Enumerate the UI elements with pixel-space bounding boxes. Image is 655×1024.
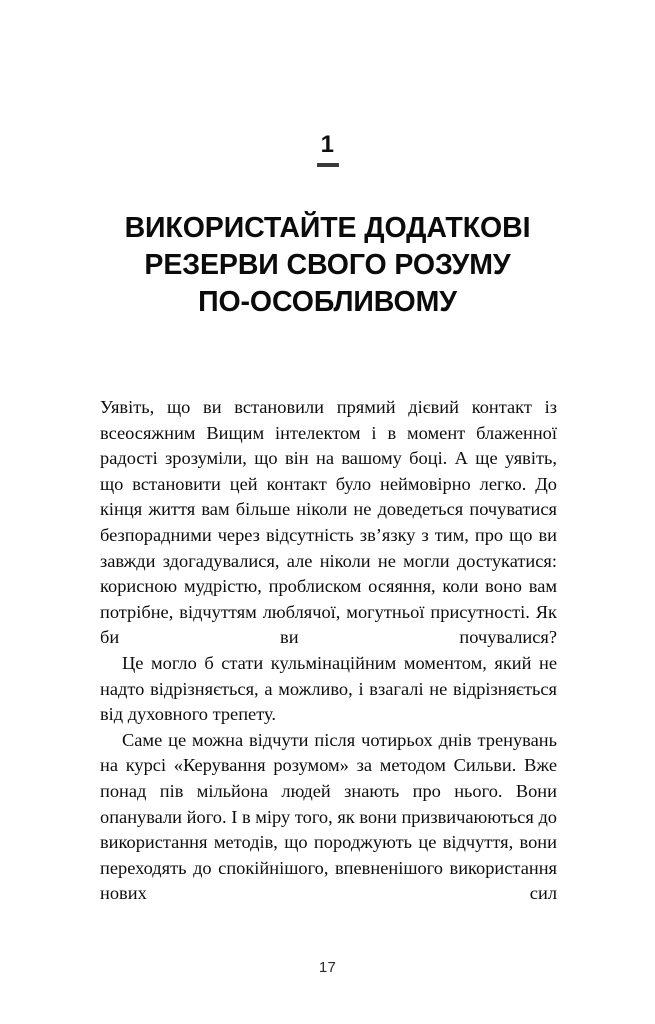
body-paragraph: Уявіть, що ви встановили прямий дієвий контакт із всеосяжним Вищим інтелектом і в момент блаженної радості зрозуміли, що він на вашому боці. А ще уявіть, що встановити цей контакт було неймовірно легко. До кінця життя вам більше ніколи не доведеться почуватися безпорадними через відсутність зв’язку з тим, про що ви завжди здогадувалися, але ніколи не могли достукатися: корисною мудрістю, проблиском осяяння, коли воно вам потрібне, відчуттям люблячої, могутньої присутності. Як би ви почувалися? bbox=[100, 397, 557, 648]
body-text-column bbox=[100, 395, 557, 907]
chapter-number: 1 bbox=[320, 131, 335, 158]
chapter-title bbox=[80, 210, 575, 321]
body-paragraph: Це могло б стати кульмінаційним моментом, який не надто відрізняється, а можливо, і взагалі не відрізняється від духовного трепету. bbox=[100, 652, 557, 725]
chapter-title-line-1: ВИКОРИСТАЙТЕ ДОДАТКОВІ bbox=[124, 212, 531, 245]
page-number: 17 bbox=[318, 959, 337, 976]
chapter-divider-rule bbox=[317, 163, 339, 167]
chapter-title-line-3: ПО-ОСОБЛИВОМУ bbox=[198, 286, 457, 319]
chapter-number-block bbox=[0, 132, 655, 167]
body-paragraph: Саме це можна відчути після чотирьох днів тренувань на курсі «Керування розумом» за методом Сильви. Вже понад пів мільйона людей знають про нього. Вони опанували його. І в міру того, як вони призвичаюються до використання методів, що породжують це відчуття, вони переходять до спокійнішого, впевненішого використання нових сил bbox=[100, 729, 557, 904]
chapter-title-line-2: РЕЗЕРВИ СВОГО РОЗУМУ bbox=[144, 249, 511, 282]
